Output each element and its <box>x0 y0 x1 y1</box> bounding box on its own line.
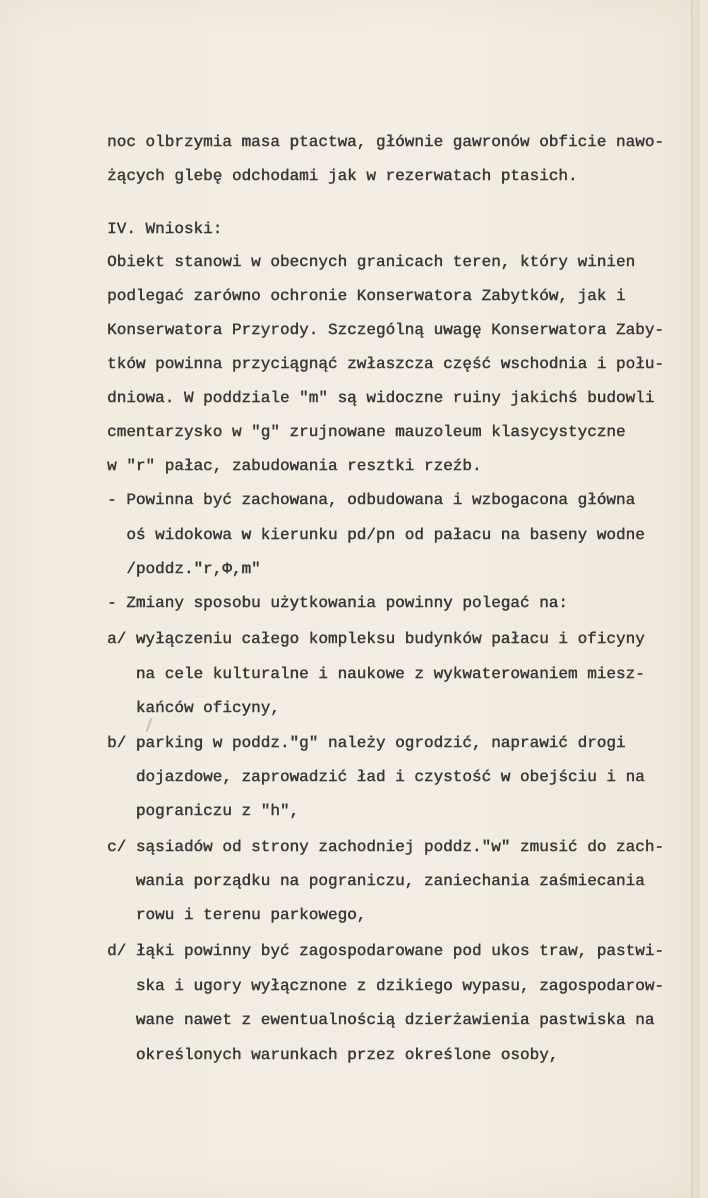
bullet-item-1-cont-2: /poddz."r,Φ,m" <box>107 560 261 578</box>
text-line-2: żących glebę odchodami jak w rezerwatach ptasich. <box>107 167 578 185</box>
list-item-a-cont: na cele kulturalne i naukowe z wykwaterowaniem miesz- <box>107 665 645 683</box>
text-line-7: tków powinna przyciągnąć zwłaszcza część wschodnia i połu- <box>107 355 664 373</box>
text-line-9: cmentarzysko w "g" zrujnowane mauzoleum klasycystyczne <box>107 423 626 441</box>
list-item-c-cont-2: rowu i terenu parkowego, <box>107 906 367 924</box>
text-line-5: podlegać zarówno ochronie Konserwatora Zabytków, jak i <box>107 287 626 305</box>
bullet-item-1-cont: oś widokowa w kierunku pd/pn od pałacu na baseny wodne <box>107 526 645 544</box>
bullet-item-2: - Zmiany sposobu użytkowania powinny polegać na: <box>107 594 568 612</box>
list-item-b: b/ parking w poddz."g" należy ogrodzić, naprawić drogi <box>107 734 626 752</box>
list-item-a: a/ wyłączeniu całego kompleksu budynków pałacu i oficyny <box>107 630 645 648</box>
list-item-d-cont-3: określonych warunkach przez określone osoby, <box>107 1046 559 1064</box>
list-item-a-cont-2: kańców oficyny, <box>107 699 280 717</box>
list-item-b-cont: dojazdowe, zaprowadzić ład i czystość w obejściu i na <box>107 768 645 786</box>
list-item-d-cont-2: wane nawet z ewentualnością dzierżawienia pastwiska na <box>107 1011 655 1029</box>
pencil-mark <box>146 718 153 732</box>
paper-edge <box>691 0 700 1198</box>
bullet-item-1: - Powinna być zachowana, odbudowana i wzbogacona główna <box>107 491 636 509</box>
list-item-d-cont: ska i ugory wyłącznone z dzikiego wypasu, zagospodarow- <box>107 977 664 995</box>
text-line-4: Obiekt stanowi w obecnych granicach teren, który winien <box>107 253 636 271</box>
list-item-c: c/ sąsiadów od strony zachodniej poddz."w" zmusić do zach- <box>107 838 664 856</box>
text-line-10: w "r" pałac, zabudowania resztki rzeźb. <box>107 457 482 475</box>
list-item-c-cont: wania porządku na pograniczu, zaniechania zaśmiecania <box>107 872 645 890</box>
list-item-b-cont-2: pograniczu z "h", <box>107 802 300 820</box>
section-heading: IV. Wnioski: <box>107 220 223 238</box>
text-line-1: noc olbrzymia masa ptactwa, głównie gawronów obficie nawo- <box>107 133 664 151</box>
text-line-8: dniowa. W poddziale "m" są widoczne ruiny jakichś budowli <box>107 389 655 407</box>
list-item-d: d/ łąki powinny być zagospodarowane pod ukos traw, pastwi- <box>107 942 664 960</box>
text-line-6: Konserwatora Przyrody. Szczególną uwagę Konserwatora Zaby- <box>107 321 664 339</box>
